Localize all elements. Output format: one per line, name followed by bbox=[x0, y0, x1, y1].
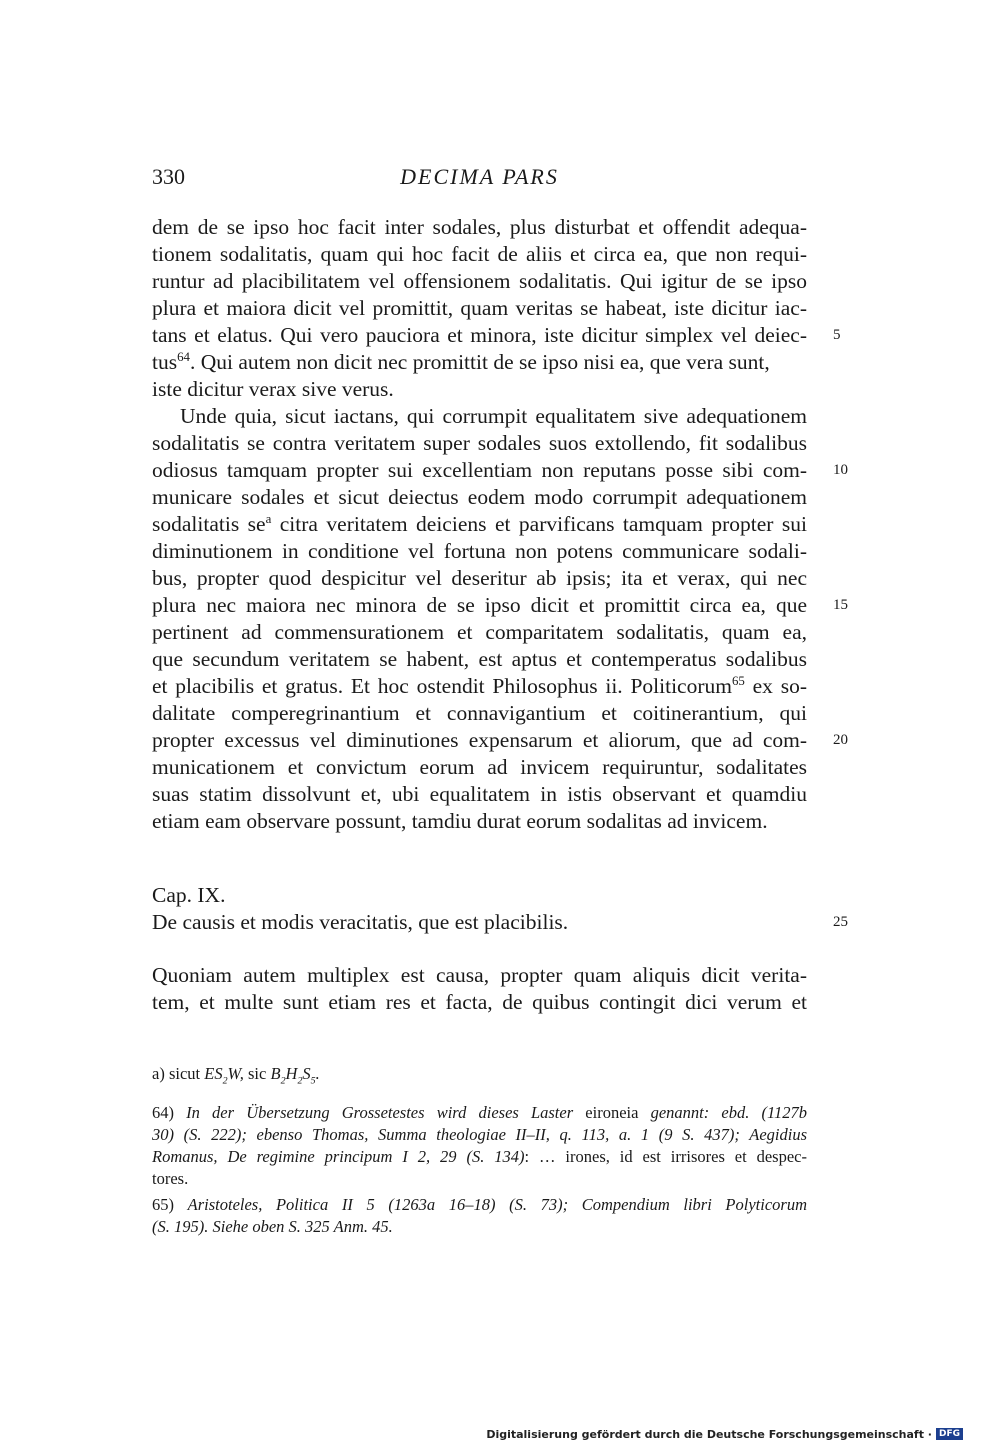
text-line: dem de se ipso hoc facit inter sodales, plus disturbat et offendit adequa- bbox=[152, 215, 807, 239]
line-number: 20 bbox=[833, 732, 848, 748]
text-line: dalitate comperegrinantium et connavigantium et coitinerantium, qui bbox=[152, 701, 807, 725]
line-number: 5 bbox=[833, 327, 841, 343]
text-line: iste dicitur verax sive verus. bbox=[152, 377, 394, 401]
text-line: runtur ad placibilitatem vel offensionem sodalitatis. Qui igitur de se ipso bbox=[152, 269, 807, 293]
footnote-64-line: Romanus, De regimine principum I 2, 29 (S. 134): … irones, id est irrisores et despec- bbox=[152, 1147, 807, 1166]
apparatus-note: a) sicut $ES_2W$, sic $B_2H_2S_5$. bbox=[152, 1064, 320, 1087]
text-line: sodalitatis $se^a$ citra veritatem deiciens et parvificans tamquam propter sui bbox=[152, 511, 807, 536]
text-line: pertinent ad commensurationem et comparitatem sodalitatis, quam ea, bbox=[152, 620, 807, 644]
text-line: municare sodales et sicut deiectus eodem modo corrumpit adequationem bbox=[152, 485, 807, 509]
running-title: DECIMA PARS bbox=[400, 164, 559, 189]
text-line: sodalitatis se contra veritatem super sodales suos extollendo, fit sodalibus bbox=[152, 431, 807, 455]
text-line: tus$^{64}$. Qui autem non dicit nec promittit de se ipso nisi ea, que vera sunt, bbox=[152, 349, 770, 374]
footnote-64-line: tores. bbox=[152, 1169, 189, 1188]
text-line: plura nec maiora nec minora de se ipso dicit et promittit circa ea, que bbox=[152, 593, 807, 617]
text-line: municationem et convictum eorum ad invicem requiruntur, sodalitates bbox=[152, 755, 807, 779]
text-line: Quoniam autem multiplex est causa, propter quam aliquis dicit verita- bbox=[152, 963, 807, 987]
dfg-logo: DFG bbox=[936, 1428, 963, 1440]
digitization-credit bbox=[486, 1426, 963, 1442]
text-line: propter excessus vel diminutiones expensarum et aliorum, que ad com- bbox=[152, 728, 807, 752]
text-line: tem, et multe sunt etiam res et facta, de quibus contingit dici verum et bbox=[152, 990, 807, 1014]
text-line: que secundum veritatem se habent, est aptus et contemperatus sodalibus bbox=[152, 647, 807, 671]
text-line: odiosus tamquam propter sui excellentiam non reputans posse sibi com- bbox=[152, 458, 807, 482]
text-line: tans et elatus. Qui vero pauciora et minora, iste dicitur simplex vel deiec- bbox=[152, 323, 807, 347]
page-number: 330 bbox=[152, 164, 185, 189]
footnote-65-line: (S. 195). Siehe oben S. 325 Anm. 45. bbox=[152, 1217, 393, 1236]
footnote-64-line: 30) (S. 222); ebenso Thomas, Summa theologiae II–II, q. 113, a. 1 (9 S. 437); Aegidius bbox=[152, 1125, 807, 1144]
text-line: etiam eam observare possunt, tamdiu durat eorum sodalitas ad invicem. bbox=[152, 809, 768, 833]
text-line: et placibilis et gratus. Et hoc ostendit Philosophus ii. Politicorum$^{65}$ ex so- bbox=[152, 673, 807, 698]
footnote-ref-64: 64 bbox=[177, 349, 190, 364]
text-line: plura et maiora dicit vel promittit, quam veritas se habeat, iste dicitur iac- bbox=[152, 296, 807, 320]
apparatus-ref-a: a bbox=[265, 511, 272, 526]
footnote-65: 65) Aristoteles, Politica II 5 (1263a 16–18) (S. 73); Compendium libri Polyticorum bbox=[152, 1195, 808, 1214]
text-line: suas statim dissolvunt et, ubi equalitatem in istis observant et quamdiu bbox=[152, 782, 807, 806]
line-number: 15 bbox=[833, 597, 848, 613]
line-number: 25 bbox=[833, 914, 848, 930]
chapter-heading: Cap. IX. bbox=[152, 883, 226, 907]
text-line: Unde quia, sicut iactans, qui corrumpit equalitatem sive adequationem bbox=[180, 404, 807, 428]
text-line: diminutionem in conditione vel fortuna non potens communicare sodali- bbox=[152, 539, 807, 563]
footnote-ref-65: 65 bbox=[731, 673, 745, 688]
line-number: 10 bbox=[833, 462, 848, 478]
footnote-64: 64) In der Übersetzung Grossetestes wird dieses Laster eironeia genannt: ebd. (1127b bbox=[152, 1103, 808, 1122]
credit-text: Digitalisierung gefördert durch die Deutsche Forschungsgemeinschaft · bbox=[486, 1427, 932, 1441]
chapter-subtitle: De causis et modis veracitatis, que est placibilis. bbox=[152, 910, 569, 934]
text-line: tionem sodalitatis, quam qui hoc facit de aliis et circa ea, que non requi- bbox=[152, 242, 807, 266]
text-line: bus, propter quod despicitur vel deseritur ab ipsis; ita et verax, qui nec bbox=[152, 566, 807, 590]
